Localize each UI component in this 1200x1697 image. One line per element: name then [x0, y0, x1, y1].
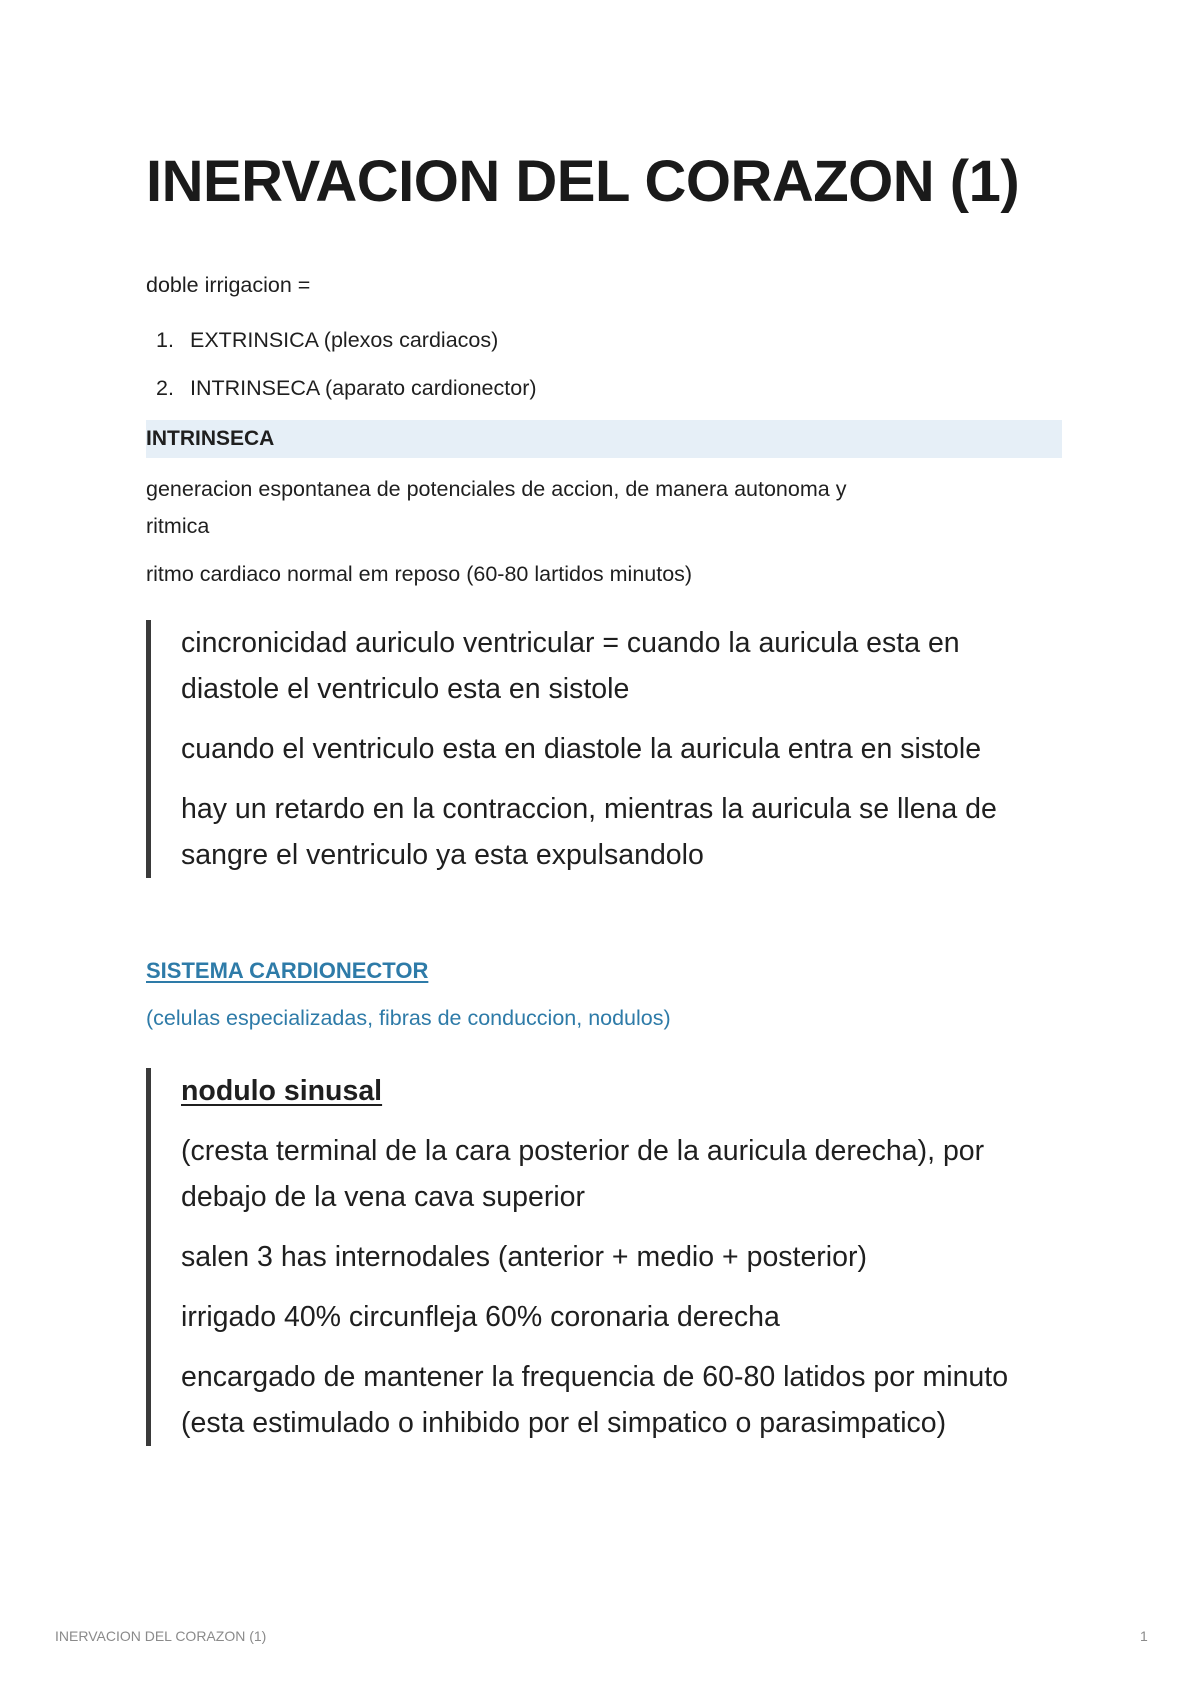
footer-title: INERVACION DEL CORAZON (1)	[55, 1628, 267, 1644]
list-number: 1.	[156, 328, 174, 352]
paragraph: ritmo cardiaco normal em reposo (60-80 lartidos minutos)	[146, 562, 693, 586]
quote-line: cincronicidad auriculo ventricular = cuando la auricula esta en diastole el ventriculo esta en sistole	[181, 627, 960, 705]
quote-line: cuando el ventriculo esta en diastole la auricula entra en sistole	[181, 733, 982, 765]
list-text: EXTRINSICA (plexos cardiacos)	[190, 328, 499, 352]
list-number: 2.	[156, 376, 174, 400]
section-subtitle: (celulas especializadas, fibras de conduccion, nodulos)	[146, 1006, 671, 1030]
intrinseca-heading-band	[146, 420, 1062, 458]
section-heading-link[interactable]: SISTEMA CARDIONECTOR	[146, 958, 429, 983]
list-item	[156, 325, 498, 355]
quote-line: (cresta terminal de la cara posterior de la auricula derecha), por debajo de la vena cava superior	[181, 1135, 985, 1213]
quote-line: salen 3 has internodales (anterior + medio + posterior)	[181, 1241, 867, 1273]
quote-line: encargado de mantener la frequencia de 60-80 latidos por minuto (esta estimulado o inhibido por el simpatico o parasimpatico)	[181, 1361, 1009, 1439]
list-item	[156, 373, 537, 403]
paragraph-line: generacion espontanea de potenciales de accion, de manera autonoma y	[146, 477, 847, 501]
blockquote	[146, 1068, 1062, 1446]
list-text: INTRINSECA (aparato cardionector)	[190, 376, 537, 400]
blockquote	[146, 620, 1062, 878]
quote-line: hay un retardo en la contraccion, mientras la auricula se llena de sangre el ventriculo ya esta expulsandolo	[181, 793, 997, 871]
quote-heading: nodulo sinusal	[181, 1075, 383, 1107]
footer-page-number: 1	[1140, 1628, 1148, 1644]
page-title: INERVACION DEL CORAZON (1)	[146, 149, 1020, 214]
paragraph-line: ritmica	[146, 514, 210, 538]
intro-text: doble irrigacion =	[146, 273, 311, 297]
intrinseca-heading: INTRINSECA	[146, 427, 275, 450]
quote-line: irrigado 40% circunfleja 60% coronaria derecha	[181, 1301, 780, 1333]
